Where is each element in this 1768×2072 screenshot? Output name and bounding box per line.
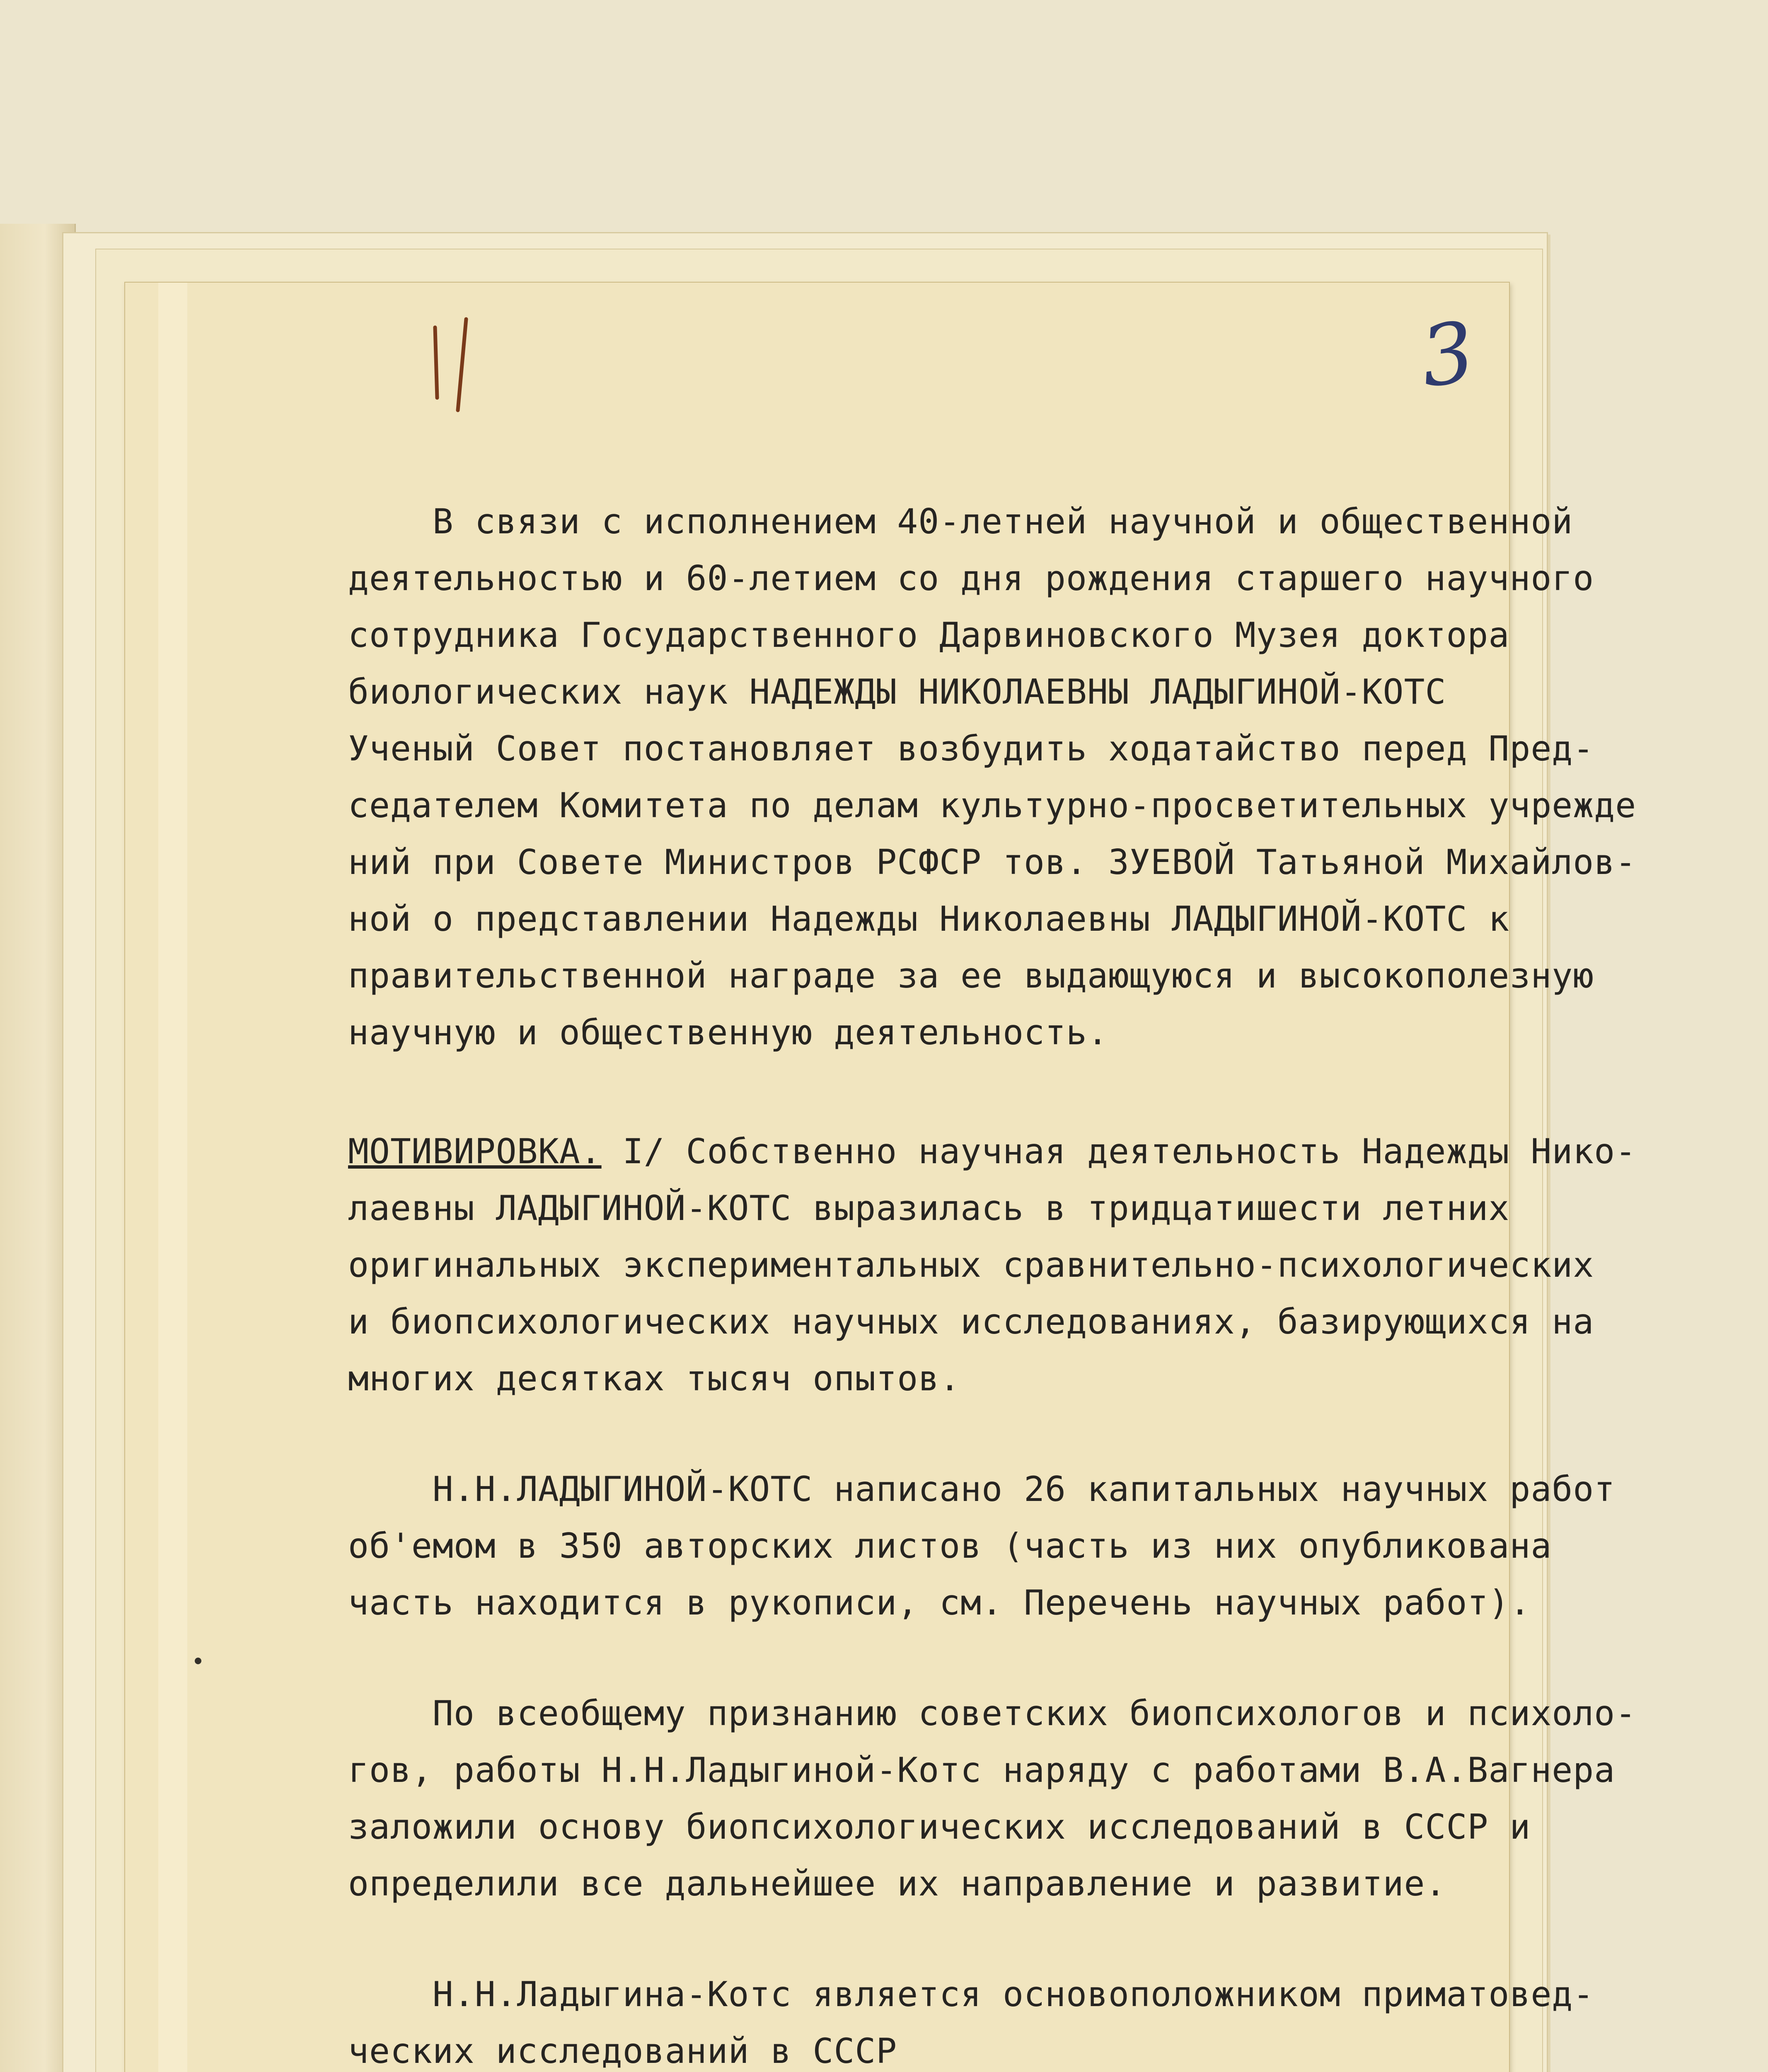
text-line: гов, работы Н.Н.Ладыгиной-Котс наряду с работами В.А.Вагнера bbox=[348, 1750, 1616, 1790]
text-line: седателем Комитета по делам культурно-просветительных учрежде bbox=[348, 785, 1637, 825]
text-line: Ученый Совет постановляет возбудить ходатайство перед Пред- bbox=[348, 729, 1594, 769]
text-line: ной о представлении Надежды Николаевны ЛАДЫГИНОЙ-КОТС к bbox=[348, 899, 1510, 939]
text-line: об'емом в 350 авторских листов (часть из них опубликована bbox=[348, 1526, 1552, 1566]
text-line: правительственной награде за ее выдающуюся и высокополезную bbox=[348, 956, 1594, 996]
motivation-heading: МОТИВИРОВКА. bbox=[348, 1131, 602, 1172]
text-line: деятельностью и 60-летием со дня рождения старшего научного bbox=[348, 558, 1594, 598]
text-line: ческих исследований в СССР bbox=[348, 2031, 897, 2071]
text-line: заложили основу биопсихологических исследований в СССР и bbox=[348, 1807, 1531, 1847]
page-number: 3 bbox=[1415, 303, 1480, 407]
text-line: определили все дальнейшее их направление и развитие. bbox=[348, 1864, 1446, 1904]
text-line: сотрудника Государственного Дарвиновского Музея доктора bbox=[348, 615, 1510, 655]
text-line: По всеобщему признанию советских биопсихологов и психоло- bbox=[348, 1693, 1637, 1733]
text-line: Н.Н.Ладыгина-Котс является основоположником приматовед- bbox=[348, 1974, 1594, 2014]
text-line: В связи с исполнением 40-летней научной и общественной bbox=[348, 501, 1573, 542]
typed-text-body bbox=[348, 493, 1637, 2072]
text-line: оригинальных экспериментальных сравнительно-психологических bbox=[348, 1245, 1594, 1285]
text-line: часть находится в рукописи, см. Перечень научных работ). bbox=[348, 1583, 1531, 1623]
text-line: Н.Н.ЛАДЫГИНОЙ-КОТС написано 26 капитальных научных работ bbox=[348, 1469, 1616, 1509]
text-line: и биопсихологических научных исследованиях, базирующихся на bbox=[348, 1302, 1594, 1342]
motivation-line bbox=[348, 1123, 1637, 1180]
text-line: многих десятках тысяч опытов. bbox=[348, 1358, 961, 1399]
sheet-fold-strip bbox=[158, 283, 187, 2072]
handwritten-mark-top bbox=[418, 315, 481, 423]
motivation-first-line: I/ Собственно научная деятельность Надежды Нико- bbox=[601, 1131, 1637, 1172]
text-line: лаевны ЛАДЫГИНОЙ-КОТС выразилась в тридцатишести летних bbox=[348, 1188, 1510, 1228]
ink-dot bbox=[195, 1658, 201, 1664]
text-line: ний при Совете Министров РСФСР тов. ЗУЕВОЙ Татьяной Михайлов- bbox=[348, 842, 1637, 882]
text-line: биологических наук НАДЕЖДЫ НИКОЛАЕВНЫ ЛАДЫГИНОЙ-КОТС bbox=[348, 672, 1446, 712]
text-line: научную и общественную деятельность. bbox=[348, 1012, 1108, 1053]
